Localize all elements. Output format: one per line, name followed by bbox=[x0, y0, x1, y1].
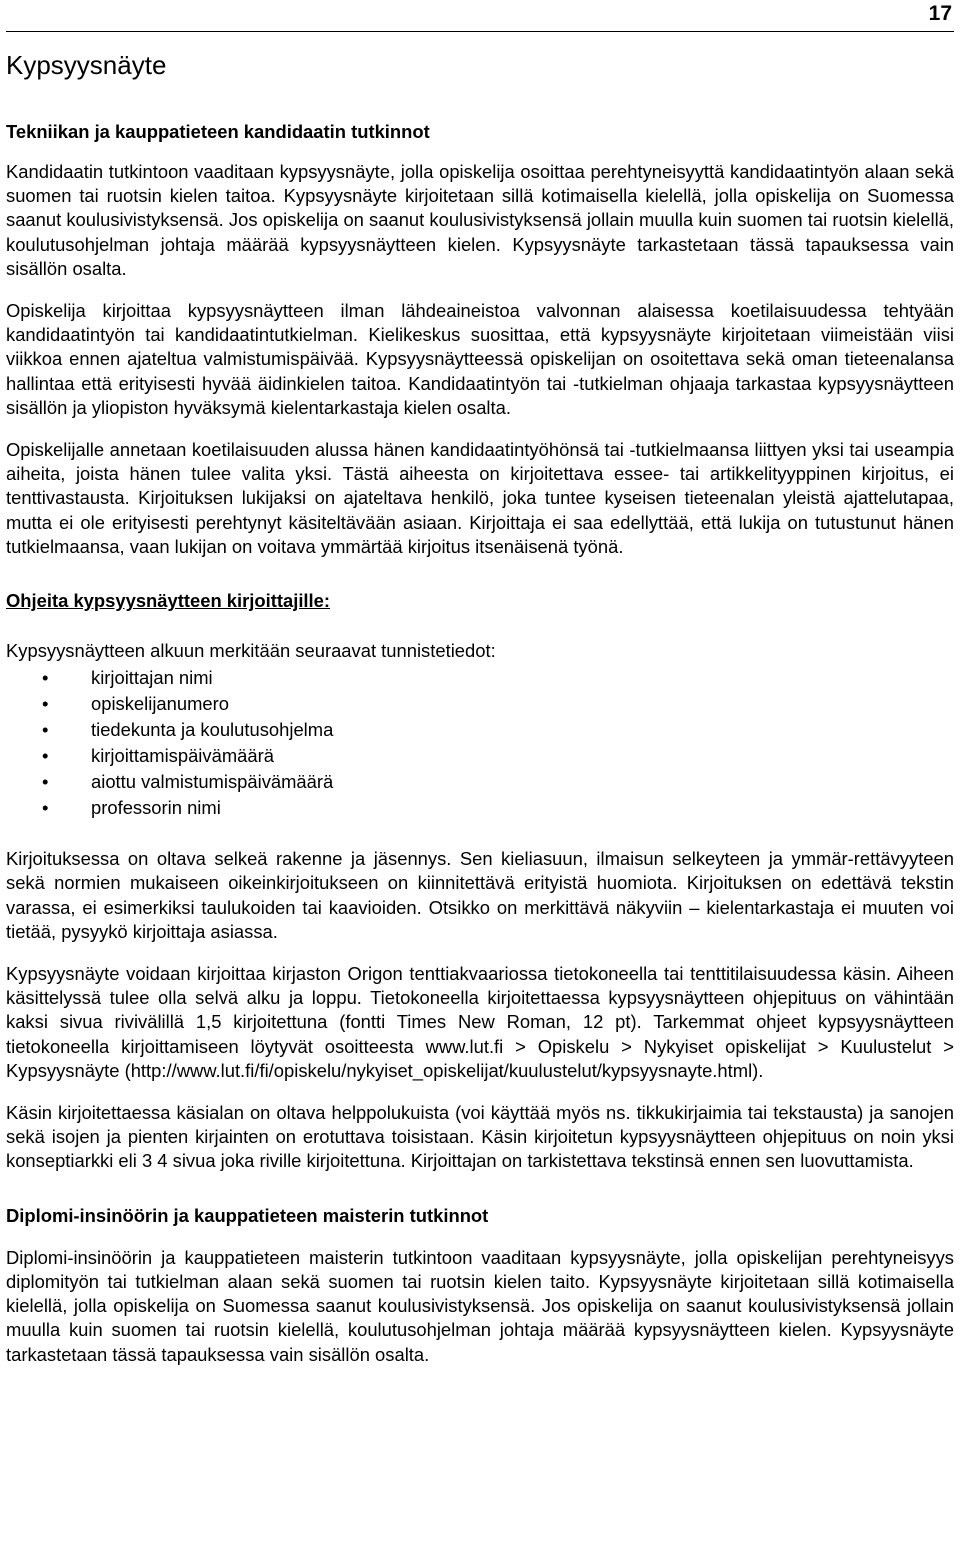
bullet-icon: • bbox=[42, 745, 49, 767]
identification-list bbox=[6, 665, 954, 821]
list-item: • professorin nimi bbox=[6, 795, 954, 821]
page-title: Kypsyysnäyte bbox=[6, 50, 167, 80]
paragraph: Kirjoituksessa on oltava selkeä rakenne ja jäsennys. Sen kieliasuun, ilmaisun selkeyteen ja ymmär-rettävyyteen sekä normien mukaiseen oikeinkirjoitukseen on kiinnitettävä erityistä huomiota. Kirjoituksen on edettävä tekstin varassa, ei esimerkiksi taulukoiden tai kaavioiden. Otsikko on merkittävä näkyviin – kielentarkastaja ei muuten voi tietää, pysyykö kirjoittaja asiassa. bbox=[6, 848, 954, 942]
list-item: • opiskelijanumero bbox=[6, 691, 954, 717]
paragraph: Kypsyysnäyte voidaan kirjoittaa kirjaston Origon tenttiakvaariossa tietokoneella tai tenttitilaisuudessa käsin. Aiheen käsittelyssä tulee olla selvä alku ja loppu. Tietokoneella kirjoitettaessa kypsyysnäytteen ohjepituus on vähintään kaksi sivua rivivälillä 1,5 kirjoitettuna (fontti Times New Roman, 12 pt). Tarkemmat ohjeet kypsyysnäytteen tietokoneella kirjoittamiseen löytyvät osoitteesta www.lut.fi > Opiskelu > Nykyiset opiskelijat > Kuulustelut > Kypsyysnäyte (http://www.lut.fi/fi/opiskelu/nykyiset_opiskelijat/kuulustelut/kypsyysnayte.html). bbox=[6, 963, 954, 1081]
paragraph: Opiskelijalle annetaan koetilaisuuden alussa hänen kandidaatintyöhönsä tai -tutkielmaansa liittyen yksi tai useampia aiheita, joista hänen tulee valita yksi. Tästä aiheesta on kirjoitettava essee- tai artikkelityyppinen kirjoitus, ei tenttivastausta. Kirjoituksen lukijaksi on ajateltava henkilö, joka tuntee kyseisen tieteenalan yleistä ajattelutapaa, mutta ei ole erityisesti perehtynyt käsiteltävään asiaan. Kirjoittaja ei saa edellyttää, että lukija on tutustunut hänen tutkielmaansa, vaan lukijan on voitava ymmärtää kirjoitus itsenäisenä työnä. bbox=[6, 439, 954, 557]
instructions-heading: Ohjeita kypsyysnäytteen kirjoittajille: bbox=[6, 590, 331, 612]
bullet-icon: • bbox=[42, 771, 49, 793]
list-item: • tiedekunta ja koulutusohjelma bbox=[6, 717, 954, 743]
document-body bbox=[6, 48, 954, 1367]
section-heading-bachelor: Tekniikan ja kauppatieteen kandidaatin tutkinnot bbox=[6, 121, 430, 142]
paragraph: Käsin kirjoitettaessa käsialan on oltava helppolukuista (voi käyttää myös ns. tikkukirjaimia tai tekstausta) ja sanojen sekä isojen ja pienten kirjainten on erotuttava toisistaan. Käsin kirjoitetun kypsyysnäytteen ohjepituus on noin yksi konseptiarkki eli 3 4 sivua joka riville kirjoitettuna. Kirjoittajan on tarkistettava tekstinsä ennen sen luovuttamista. bbox=[6, 1102, 954, 1172]
list-item: • aiottu valmistumispäivämäärä bbox=[6, 769, 954, 795]
page-number: 17 bbox=[928, 2, 952, 25]
bullet-icon: • bbox=[42, 719, 49, 741]
paragraph: Diplomi-insinöörin ja kauppatieteen maisterin tutkintoon vaaditaan kypsyysnäyte, jolla opiskelijan perehtyneisyys diplomityön tai tutkielman alaan sekä suomen tai ruotsin kielen taito. Kypsyysnäyte kirjoitetaan sillä kotimaisella kielellä, jolla opiskelija on Suomessa saanut koulusivistyksensä. Jos opiskelija on saanut koulusivistyksensä jollain muulla kuin suomen tai ruotsin kielellä, koulutusohjelman johtaja määrää kypsyysnäytteen kielen. Kypsyysnäyte tarkastetaan tässä tapauksessa vain sisällön osalta. bbox=[6, 1246, 954, 1365]
bullet-icon: • bbox=[42, 693, 49, 715]
list-intro: Kypsyysnäytteen alkuun merkitään seuraavat tunnistetiedot: bbox=[6, 640, 496, 662]
header-rule bbox=[6, 31, 954, 32]
bullet-icon: • bbox=[42, 797, 49, 819]
paragraph: Opiskelija kirjoittaa kypsyysnäytteen ilman lähdeaineistoa valvonnan alaisessa koetilaisuudessa tehtyään kandidaatintyön tai kandidaatintutkielman. Kielikeskus suosittaa, että kypsyysnäyte kirjoitetaan viimeistään viisi viikkoa ennen ajateltua valmistumispäivää. Kypsyysnäytteessä opiskelijan on osoitettava sekä oman tieteenalansa hallintaa että erityisesti hyvää äidinkielen taitoa. Kandidaatintyön tai -tutkielman ohjaaja tarkastaa kypsyysnäytteen sisällön ja yliopiston hyväksymä kielentarkastaja kielen osalta. bbox=[6, 300, 954, 418]
bullet-icon: • bbox=[42, 667, 49, 689]
section-heading-master: Diplomi-insinöörin ja kauppatieteen maisterin tutkinnot bbox=[6, 1204, 489, 1226]
list-item: • kirjoittamispäivämäärä bbox=[6, 743, 954, 769]
list-item: • kirjoittajan nimi bbox=[6, 665, 954, 691]
paragraph: Kandidaatin tutkintoon vaaditaan kypsyysnäyte, jolla opiskelija osoittaa perehtyneisyyttä kandidaatintyön alaan sekä suomen tai ruotsin kielen taitoa. Kypsyysnäyte kirjoitetaan sillä kotimaisella kielellä, jolla opiskelija on Suomessa saanut koulusivistyksensä. Jos opiskelija on saanut koulusivistyksensä jollain muulla kuin suomen tai ruotsin kielellä, koulutusohjelman johtaja määrää kypsyysnäytteen kielen. Kypsyysnäyte tarkastetaan tässä tapauksessa vain sisällön osalta. bbox=[6, 161, 954, 279]
